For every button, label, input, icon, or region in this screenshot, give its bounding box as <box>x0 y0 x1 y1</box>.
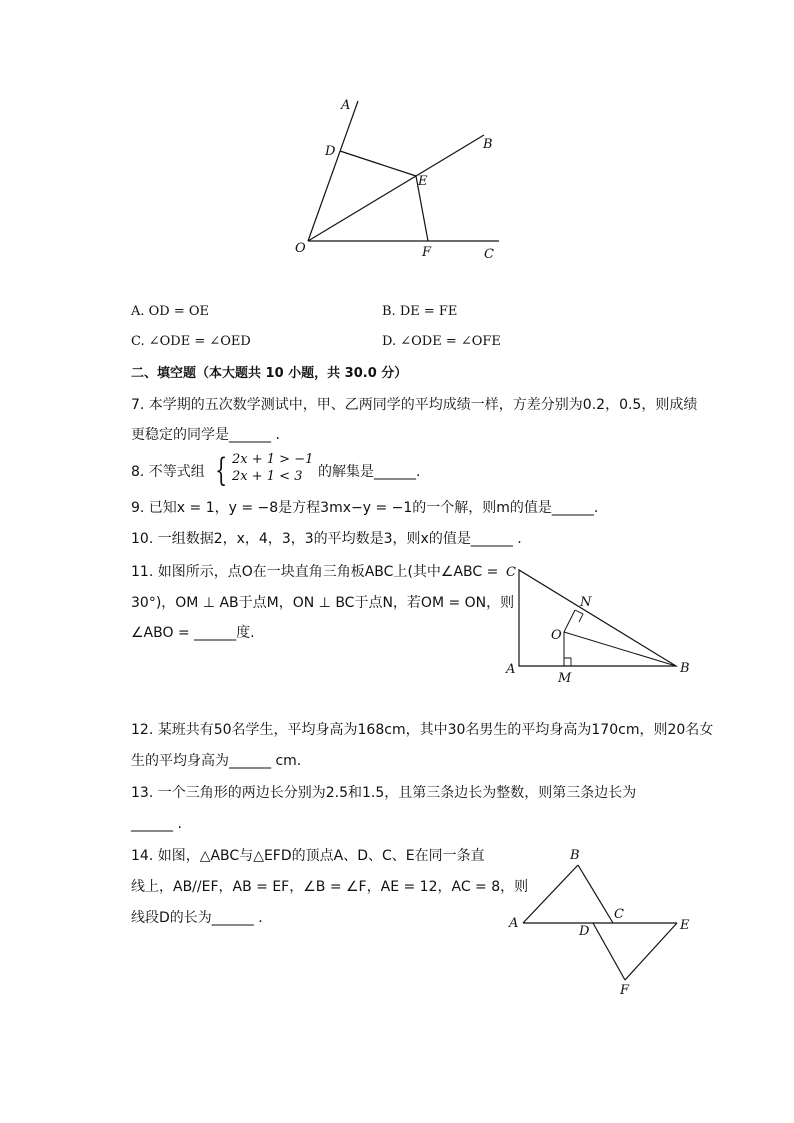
q7-line1: 7. 本学期的五次数学测试中，甲、乙两同学的平均成绩一样，方差分别为0.2，0.5，则成绩 <box>131 397 698 413</box>
segment-DE <box>340 151 416 176</box>
label-N: N <box>580 595 592 610</box>
ray-OA <box>308 101 358 241</box>
q8-suffix: 的解集是______. <box>318 464 421 480</box>
q9-text: 9. 已知x = 1，y = −8是方程3mx−y = −1的一个解，则m的值是______. <box>131 500 599 516</box>
q14-line1: 14. 如图，△ABC与△EFD的顶点A、D、C、E在同一条直 <box>131 848 485 864</box>
label-F: F <box>422 245 432 260</box>
label-C: C <box>484 247 494 262</box>
figure-two-triangles <box>505 845 705 1000</box>
label-B: B <box>570 848 580 863</box>
section-title: 二、填空题（本大题共 10 小题，共 30.0 分） <box>131 366 408 381</box>
label-E: E <box>418 174 428 189</box>
label-M: M <box>558 671 572 685</box>
option-c: C. ∠ODE = ∠OED <box>131 334 251 349</box>
label-C: C <box>614 907 624 922</box>
q8-inequality-1: 2x + 1 > −1 <box>232 452 314 467</box>
label-O: O <box>551 628 562 643</box>
q13-line2: ______ . <box>131 816 182 832</box>
q13-line1: 13. 一个三角形的两边长分别为2.5和1.5，且第三条边长为整数，则第三条边长为 <box>131 785 637 801</box>
segment-AB <box>523 865 578 923</box>
label-B: B <box>483 137 493 152</box>
segment-ON <box>564 610 575 632</box>
right-angle-mark-M <box>564 658 571 666</box>
figure-right-triangle <box>500 560 700 685</box>
q12-line2: 生的平均身高为______ cm. <box>131 753 302 769</box>
q7-line2: 更稳定的同学是______ . <box>131 427 280 443</box>
right-angle-mark-N <box>575 610 583 622</box>
q10-text: 10. 一组数据2，x，4，3，3的平均数是3，则x的值是______ . <box>131 531 522 547</box>
segment-OB <box>564 632 676 666</box>
label-B: B <box>680 661 690 676</box>
label-D: D <box>325 144 336 159</box>
segment-EF <box>625 923 677 980</box>
triangle-ABC <box>519 570 676 666</box>
q11-line2: 30°)，OM ⊥ AB于点M，ON ⊥ BC于点N，若OM = ON，则 <box>131 595 515 611</box>
label-A: A <box>506 662 516 677</box>
option-b: B. DE = FE <box>382 304 458 319</box>
label-D: D <box>579 924 590 939</box>
q8-inequality-2: 2x + 1 < 3 <box>232 469 303 484</box>
q11-line3: ∠ABO = ______度. <box>131 625 255 641</box>
segment-BC <box>578 865 613 923</box>
label-A: A <box>509 916 519 931</box>
option-a: A. OD = OE <box>131 304 210 319</box>
label-O: O <box>295 241 306 256</box>
q8-brace: { <box>215 451 228 489</box>
figure-angle-bisector <box>290 95 510 265</box>
label-C: C <box>506 565 516 580</box>
segment-DF <box>593 923 625 980</box>
q8-prefix: 8. 不等式组 <box>131 464 205 480</box>
label-A: A <box>341 98 351 113</box>
q12-line1: 12. 某班共有50名学生，平均身高为168cm，其中30名男生的平均身高为170cm，则20名女 <box>131 722 714 738</box>
q14-line2: 线上，AB//EF，AB = EF，∠B = ∠F，AE = 12，AC = 8，则 <box>131 879 529 895</box>
q14-line3: 线段D的长为______ . <box>131 910 263 926</box>
label-F: F <box>620 983 630 998</box>
option-d: D. ∠ODE = ∠OFE <box>382 334 501 349</box>
label-E: E <box>680 918 690 933</box>
q11-line1: 11. 如图所示，点O在一块直角三角板ABC上(其中∠ABC = <box>131 564 499 580</box>
